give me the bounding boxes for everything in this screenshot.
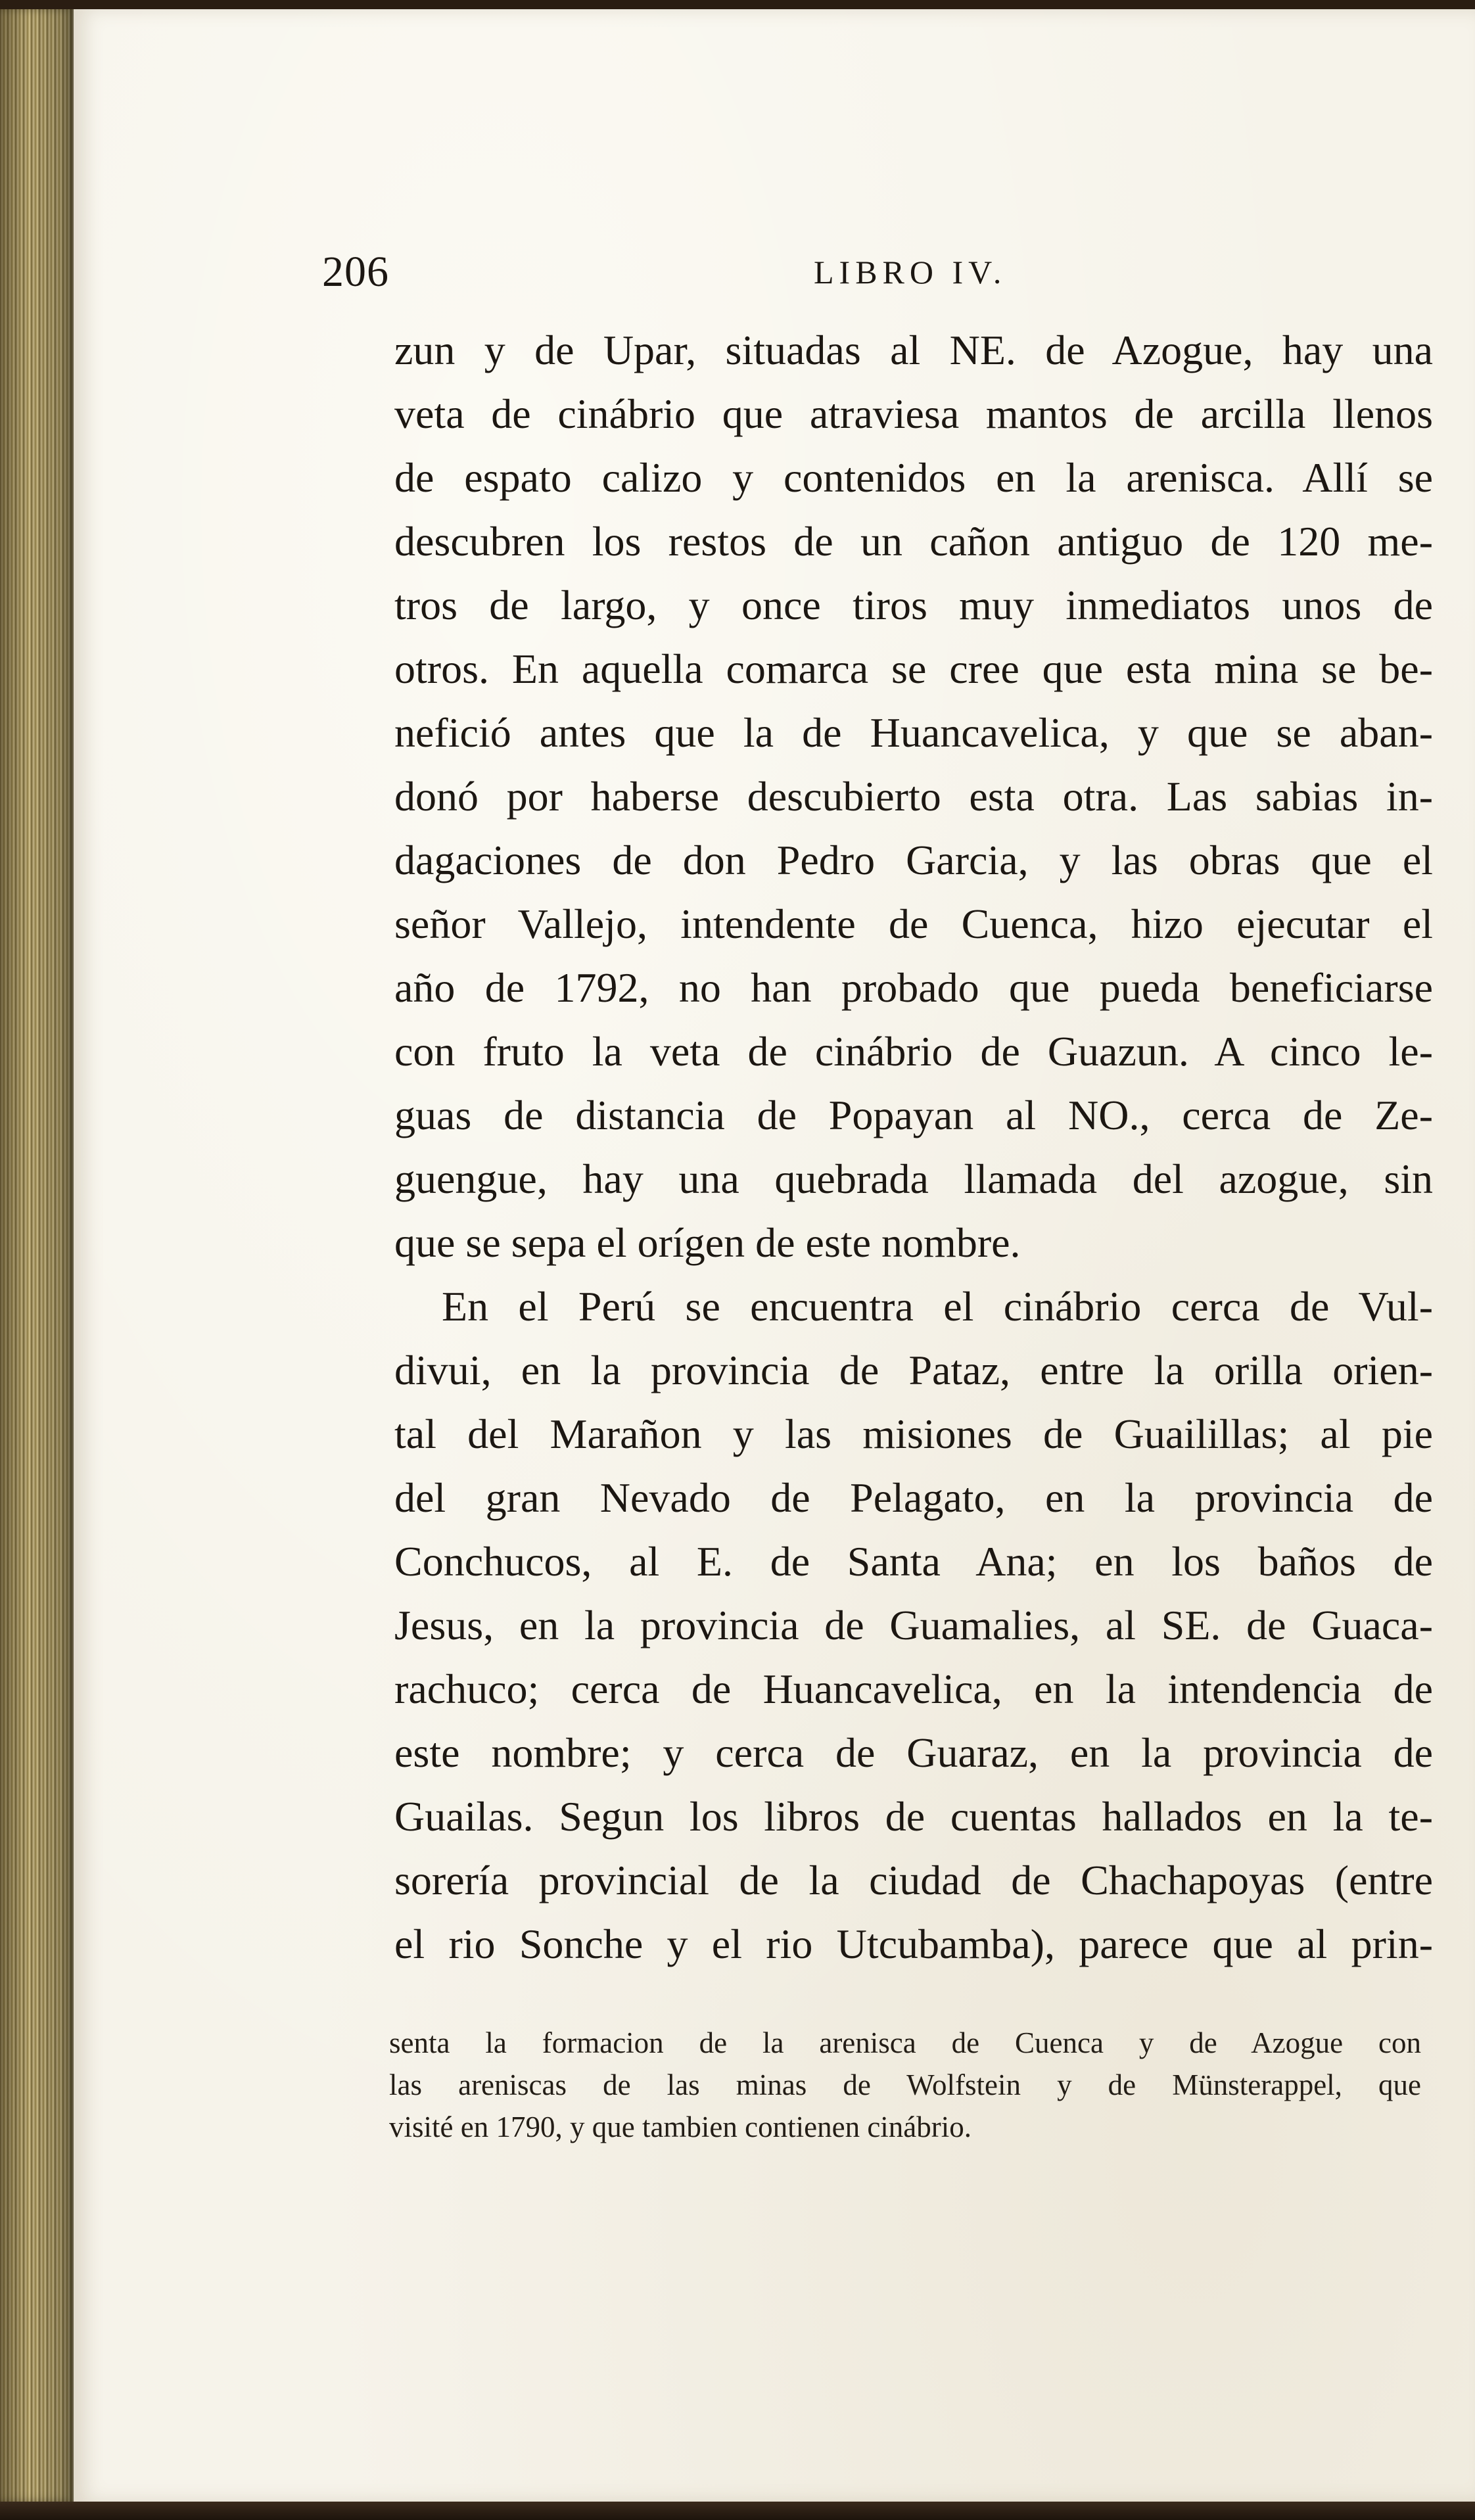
page-number: 206 [322,248,389,296]
body-line: Jesus, en la provincia de Guamalies, al SE. de Guaca- [394,1602,1433,1648]
body-line: rachuco; cerca de Huancavelica, en la intendencia de [394,1666,1433,1712]
body-line: con fruto la veta de cinábrio de Guazun. A cinco le- [394,1028,1433,1075]
book-cover-edge-bottom [0,2502,1475,2520]
gilded-page-edges [0,9,74,2502]
body-line: divui, en la provincia de Pataz, entre la orilla orien- [394,1347,1433,1393]
footnote-line: senta la formacion de la arenisca de Cuenca y de Azogue con [389,2026,1421,2059]
body-line: del gran Nevado de Pelagato, en la provincia de [394,1474,1433,1521]
body-line: tal del Marañon y las misiones de Guailillas; al pie [394,1411,1433,1457]
body-line: descubren los restos de un cañon antiguo de 120 me- [394,518,1433,565]
body-line: año de 1792, no han probado que pueda beneficiarse [394,964,1433,1011]
body-line: señor Vallejo, intendente de Cuenca, hizo ejecutar el [394,900,1433,947]
body-line: dagaciones de don Pedro Garcia, y las obras que el [394,837,1433,883]
body-line: donó por haberse descubierto esta otra. Las sabias in- [394,773,1433,820]
book-cover-edge-top [0,0,1475,9]
body-line: sorería provincial de la ciudad de Chachapoyas (entre [394,1857,1433,1903]
body-line: zun y de Upar, situadas al NE. de Azogue, hay una [394,327,1433,373]
body-line: otros. En aquella comarca se cree que esta mina se be- [394,645,1433,692]
body-line: tros de largo, y once tiros muy inmediatos unos de [394,582,1433,628]
body-text [394,318,1433,1976]
body-line: Guailas. Segun los libros de cuentas hallados en la te- [394,1793,1433,1840]
book-page [74,9,1475,2502]
footnote-line: visité en 1790, y que tambien contienen cinábrio. [389,2111,972,2143]
body-line: el rio Sonche y el rio Utcubamba), parece que al prin- [394,1921,1433,1967]
body-line-paragraph-end: que se sepa el orígen de este nombre. [394,1219,1021,1266]
body-line-paragraph-start: En el Perú se encuentra el cinábrio cerca de Vul- [442,1283,1433,1330]
body-line: nefició antes que la de Huancavelica, y que se aban- [394,709,1433,756]
body-line: de espato calizo y contenidos en la arenisca. Allí se [394,454,1433,501]
body-line: veta de cinábrio que atraviesa mantos de arcilla llenos [394,390,1433,437]
running-head [322,239,1440,305]
body-line: Conchucos, al E. de Santa Ana; en los baños de [394,1538,1433,1585]
footnote [389,2022,1421,2148]
footnote-line: las areniscas de las minas de Wolfstein y de Münsterappel, que [389,2068,1421,2101]
running-title: LIBRO IV. [814,254,1007,291]
body-line: guas de distancia de Popayan al NO., cerca de Ze- [394,1092,1433,1138]
body-line: guengue, hay una quebrada llamada del azogue, sin [394,1155,1433,1202]
body-line: este nombre; y cerca de Guaraz, en la provincia de [394,1729,1433,1776]
